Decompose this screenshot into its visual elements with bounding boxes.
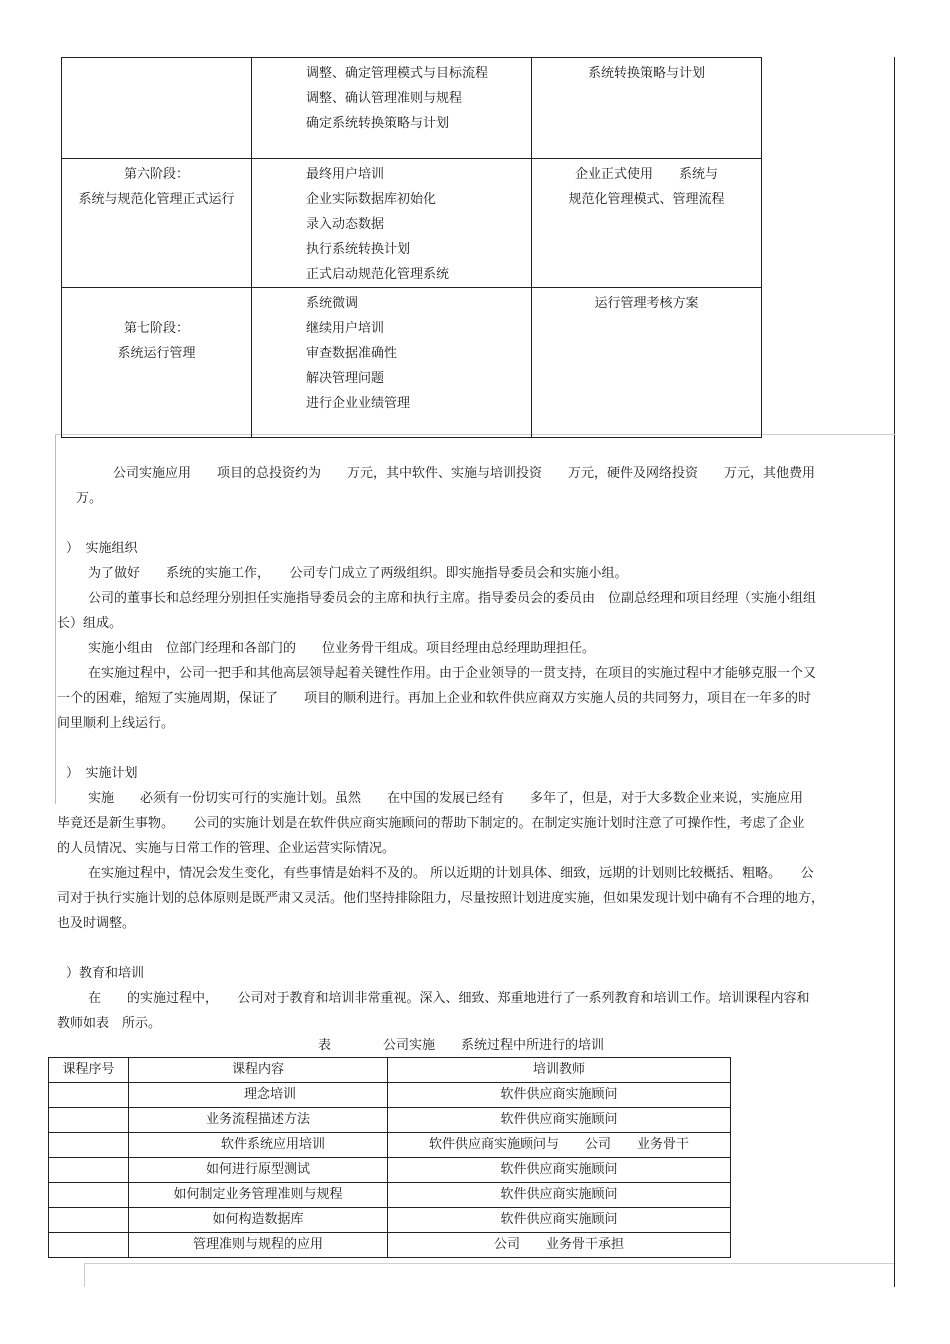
task-item: 企业实际数据库初始化	[306, 192, 437, 207]
stage-title: 第七阶段：	[123, 321, 189, 336]
course-content-cell: 如何制定业务管理准则与规程	[129, 1183, 388, 1208]
stage-subtitle: 系统与规范化管理正式运行	[78, 192, 235, 207]
task-item: 执行系统转换计划	[306, 242, 411, 257]
org-para-line: 为了做好 系统的实施工作， 公司专门成立了两级组织。即实施指导委员会和实施小组。	[88, 566, 628, 581]
stage-name-cell	[62, 58, 252, 159]
right-margin-line	[894, 57, 895, 1287]
table-row	[49, 1133, 731, 1158]
org-para-line: 公司的董事长和总经理分别担任实施指导委员会的主席和执行主席。指导委员会的委员由 位副总经理和项目经理（实施小组组	[88, 591, 817, 606]
teacher-cell: 软件供应商实施顾问	[388, 1208, 731, 1233]
task-item: 正式启动规范化管理系统	[306, 267, 450, 282]
table-row	[49, 1158, 731, 1183]
teacher-cell: 软件供应商实施顾问	[388, 1083, 731, 1108]
section-heading-plan: ） 实施计划	[66, 766, 138, 781]
plan-para-line: 司对于执行实施计划的总体原则是既严肃又灵活。他们坚持排除阻力，尽量按照计划进度实施，但如果发现计划中确有不合理的地方，	[57, 891, 825, 906]
course-content-cell: 理念培训	[129, 1083, 388, 1108]
task-item: 系统微调	[306, 296, 359, 311]
task-item: 调整、确认管理准则与规程	[306, 91, 463, 106]
teacher-cell: 软件供应商实施顾问	[388, 1108, 731, 1133]
result-line: 系统转换策略与计划	[587, 66, 705, 81]
plan-para-line: 也及时调整。	[57, 916, 136, 931]
teacher-cell: 软件供应商实施顾问与 公司 业务骨干	[388, 1133, 731, 1158]
header-course-content: 课程内容	[129, 1058, 388, 1083]
stage-subtitle: 系统运行管理	[117, 346, 196, 361]
stage-tasks-cell	[252, 288, 532, 438]
training-para-line: 教师如表 所示。	[57, 1016, 162, 1031]
stage-name-cell	[62, 288, 252, 438]
table-row	[49, 1108, 731, 1133]
task-item: 调整、确定管理模式与目标流程	[306, 66, 489, 81]
stage-tasks-cell	[252, 159, 532, 288]
course-no-cell	[49, 1083, 129, 1108]
plan-para-line: 的人员情况、实施与日常工作的管理、企业运营实际情况。	[57, 841, 396, 856]
plan-para-line: 在实施过程中，情况会发生变化，有些事情是始料不及的。 所以近期的计划具体、细致，远期的计划则比较概括、粗略。 公	[88, 866, 814, 881]
stage-table	[61, 57, 762, 438]
stage-name-cell	[62, 159, 252, 288]
teacher-cell: 公司 业务骨干承担	[388, 1233, 731, 1258]
org-para-line: 间里顺利上线运行。	[57, 716, 175, 731]
task-item: 确定系统转换策略与计划	[306, 116, 450, 131]
org-para-line: 长）组成。	[57, 616, 123, 631]
result-line: 规范化管理模式、管理流程	[568, 192, 725, 207]
task-item: 进行企业业绩管理	[306, 396, 411, 411]
course-content-cell: 如何构造数据库	[129, 1208, 388, 1233]
investment-line-1: 公司实施应用 项目的总投资约为 万元，其中软件、实施与培训投资 万元，硬件及网络投资 万元，其他费用	[113, 466, 816, 481]
section-divider-bottom	[84, 1263, 894, 1264]
course-content-cell: 如何进行原型测试	[129, 1158, 388, 1183]
header-teacher: 培训教师	[388, 1058, 731, 1083]
task-item: 最终用户培训	[306, 167, 385, 182]
course-no-cell	[49, 1183, 129, 1208]
lower-left-line	[84, 1263, 85, 1287]
stage-tasks-cell	[252, 58, 532, 159]
table-row	[49, 1183, 731, 1208]
teacher-cell: 软件供应商实施顾问	[388, 1158, 731, 1183]
result-line: 企业正式使用 系统与	[574, 167, 718, 182]
section-heading-organization: ） 实施组织	[66, 541, 138, 556]
org-para-line: 实施小组由 位部门经理和各部门的 位业务骨干组成。项目经理由总经理助理担任。	[88, 641, 596, 656]
course-no-cell	[49, 1208, 129, 1233]
stage-result-cell	[532, 288, 762, 438]
course-content-cell: 业务流程描述方法	[129, 1108, 388, 1133]
plan-para-line: 毕竟还是新生事物。 公司的实施计划是在软件供应商实施顾问的帮助下制定的。在制定实施计划时注意了可操作性，考虑了企业	[57, 816, 805, 831]
stage-title: 第六阶段：	[123, 167, 189, 182]
training-table-caption: 表 公司实施 系统过程中所进行的培训	[318, 1038, 605, 1053]
table-row	[49, 1233, 731, 1258]
stage-row	[62, 288, 762, 438]
result-line: 运行管理考核方案	[594, 296, 699, 311]
teacher-cell: 软件供应商实施顾问	[388, 1183, 731, 1208]
stage-result-cell	[532, 159, 762, 288]
task-item: 审查数据准确性	[306, 346, 398, 361]
course-no-cell	[49, 1233, 129, 1258]
task-item: 录入动态数据	[306, 217, 385, 232]
section-heading-training: ）教育和培训	[66, 966, 145, 981]
task-item: 解决管理问题	[306, 371, 385, 386]
table-row	[49, 1208, 731, 1233]
table-row	[49, 1083, 731, 1108]
course-content-cell: 软件系统应用培训	[129, 1133, 388, 1158]
training-table	[48, 1057, 731, 1258]
task-item: 继续用户培训	[306, 321, 385, 336]
org-para-line: 在实施过程中，公司一把手和其他高层领导起着关键性作用。由于企业领导的一贯支持，在项目的实施过程中才能够克服一个又	[88, 666, 817, 681]
training-para-line: 在 的实施过程中， 公司对于教育和培训非常重视。深入、细致、郑重地进行了一系列教育和培训工作。培训课程内容和	[88, 991, 810, 1006]
stage-row	[62, 159, 762, 288]
training-table-header	[49, 1058, 731, 1083]
course-no-cell	[49, 1108, 129, 1133]
left-margin-line	[55, 434, 56, 804]
org-para-line: 一个的困难，缩短了实施周期，保证了 项目的顺利进行。再加上企业和软件供应商双方实施人员的共同努力，项目在一年多的时	[57, 691, 812, 706]
plan-para-line: 实施 必须有一份切实可行的实施计划。虽然 在中国的发展已经有 多年了，但是，对于大多数企业来说，实施应用	[88, 791, 804, 806]
course-no-cell	[49, 1133, 129, 1158]
stage-row	[62, 58, 762, 159]
header-course-no: 课程序号	[49, 1058, 129, 1083]
stage-result-cell	[532, 58, 762, 159]
course-content-cell: 管理准则与规程的应用	[129, 1233, 388, 1258]
course-no-cell	[49, 1158, 129, 1183]
investment-line-2: 万。	[76, 491, 103, 506]
